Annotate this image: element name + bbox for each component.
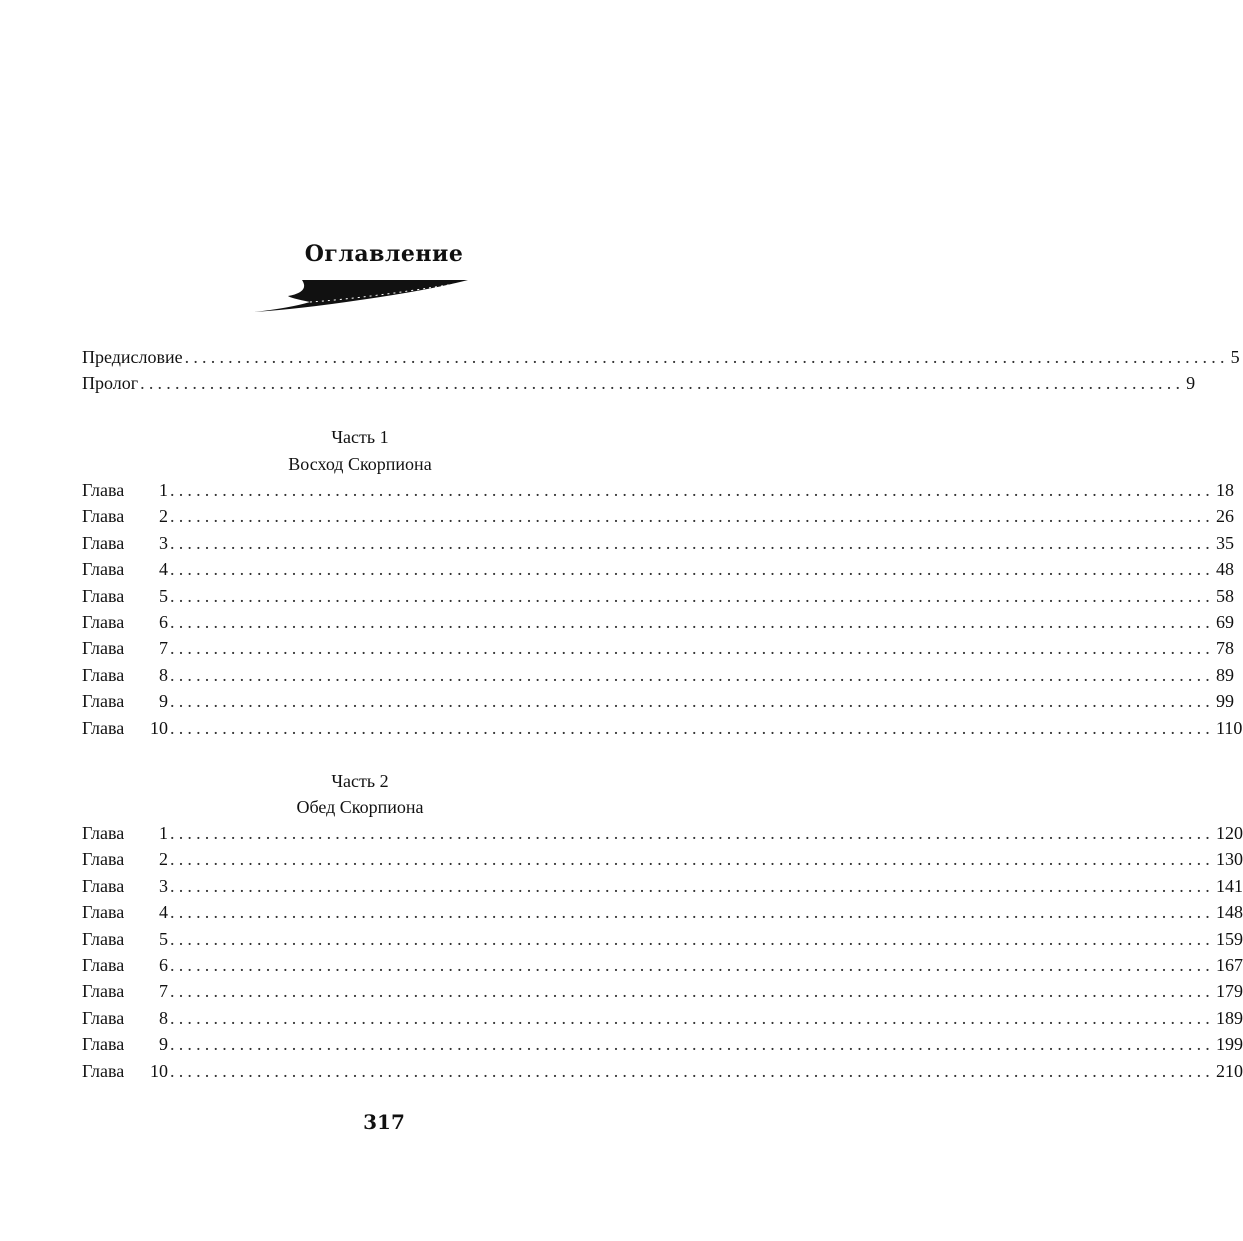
chapter-entry[interactable] bbox=[82, 873, 1243, 899]
page-title: Оглавление bbox=[304, 241, 464, 267]
leader-dots: ........................................................................................................................ bbox=[140, 373, 1185, 394]
chapter-word: Глава bbox=[82, 823, 125, 843]
chapter-entry[interactable] bbox=[82, 1058, 1243, 1084]
chapter-entry[interactable] bbox=[82, 556, 1234, 582]
chapter-number: 7 bbox=[159, 638, 168, 659]
chapter-number: 9 bbox=[159, 691, 168, 712]
chapter-label bbox=[82, 662, 168, 688]
chapter-page: 120 bbox=[1216, 823, 1243, 843]
chapter-entry[interactable] bbox=[82, 952, 1243, 978]
chapter-number: 6 bbox=[159, 611, 168, 632]
chapter-word: Глава bbox=[82, 928, 125, 949]
chapter-label bbox=[82, 609, 168, 635]
chapter-word: Глава bbox=[82, 1007, 125, 1028]
chapter-page: 141 bbox=[1216, 875, 1243, 896]
chapter-entry[interactable] bbox=[82, 503, 1234, 529]
toc-entry[interactable] bbox=[82, 370, 1196, 396]
chapter-number: 5 bbox=[159, 928, 168, 949]
leader-dots: ........................................................................................................................ bbox=[170, 954, 1214, 975]
chapter-number: 2 bbox=[159, 506, 168, 527]
chapter-label bbox=[82, 530, 168, 556]
leader-dots: ........................................................................................................................ bbox=[170, 875, 1214, 896]
chapter-page: 210 bbox=[1216, 1060, 1243, 1081]
chapter-entry[interactable] bbox=[82, 530, 1234, 556]
chapter-page: 58 bbox=[1216, 585, 1234, 606]
toc-entry-page: 5 bbox=[1230, 347, 1240, 367]
leader-dots: ........................................................................................................................ bbox=[170, 532, 1214, 553]
chapter-entry[interactable] bbox=[82, 662, 1234, 688]
part-1-chapter-list bbox=[82, 477, 1243, 741]
leader-dots: ........................................................................................................................ bbox=[170, 585, 1214, 606]
chapter-label bbox=[82, 926, 168, 952]
part-1-title: Восход Скорпиона bbox=[288, 454, 432, 474]
chapter-entry[interactable] bbox=[82, 477, 1234, 503]
chapter-label bbox=[82, 846, 168, 872]
chapter-label bbox=[82, 583, 168, 609]
chapter-entry[interactable] bbox=[82, 926, 1243, 952]
chapter-word: Глава bbox=[82, 691, 125, 712]
chapter-word: Глава bbox=[82, 638, 125, 659]
chapter-number: 2 bbox=[159, 849, 168, 870]
chapter-page: 199 bbox=[1216, 1034, 1243, 1055]
chapter-word: Глава bbox=[82, 532, 125, 553]
chapter-entry[interactable] bbox=[82, 609, 1234, 635]
chapter-label bbox=[82, 873, 168, 899]
part-1-label: Часть 1 bbox=[331, 427, 389, 447]
toc-entry-label: Пролог bbox=[82, 373, 139, 394]
leader-dots: ........................................................................................................................ bbox=[170, 1060, 1214, 1081]
chapter-page: 99 bbox=[1216, 691, 1234, 712]
chapter-word: Глава bbox=[82, 875, 125, 896]
chapter-entry[interactable] bbox=[82, 635, 1234, 661]
chapter-label bbox=[82, 978, 168, 1004]
chapter-page: 110 bbox=[1216, 717, 1243, 738]
chapter-number: 8 bbox=[159, 664, 168, 685]
chapter-page: 189 bbox=[1216, 1007, 1243, 1028]
chapter-word: Глава bbox=[82, 717, 125, 738]
chapter-word: Глава bbox=[82, 585, 125, 606]
chapter-word: Глава bbox=[82, 559, 125, 580]
chapter-number: 10 bbox=[150, 717, 168, 738]
leader-dots: ........................................................................................................................ bbox=[170, 1034, 1214, 1055]
chapter-label bbox=[82, 899, 168, 925]
leader-dots: ........................................................................................................................ bbox=[170, 638, 1214, 659]
leader-dots: ........................................................................................................................ bbox=[170, 1007, 1214, 1028]
chapter-entry[interactable] bbox=[82, 820, 1243, 846]
front-matter-list bbox=[82, 344, 1240, 397]
chapter-label bbox=[82, 477, 168, 503]
leader-dots: ........................................................................................................................ bbox=[170, 849, 1214, 870]
chapter-label bbox=[82, 1005, 168, 1031]
chapter-number: 6 bbox=[159, 954, 168, 975]
chapter-label bbox=[82, 715, 168, 741]
chapter-label bbox=[82, 503, 168, 529]
leader-dots: ........................................................................................................................ bbox=[170, 928, 1214, 949]
leader-dots: ........................................................................................................................ bbox=[170, 823, 1214, 843]
part-2-chapter-list bbox=[82, 820, 1243, 1084]
chapter-page: 18 bbox=[1216, 480, 1234, 500]
chapter-page: 78 bbox=[1216, 638, 1234, 659]
chapter-entry[interactable] bbox=[82, 1031, 1243, 1057]
chapter-word: Глава bbox=[82, 664, 125, 685]
leader-dots: ........................................................................................................................ bbox=[170, 506, 1214, 527]
chapter-number: 4 bbox=[159, 902, 168, 923]
chapter-number: 5 bbox=[159, 585, 168, 606]
leader-dots: ........................................................................................................................ bbox=[170, 902, 1214, 923]
chapter-word: Глава bbox=[82, 902, 125, 923]
chapter-word: Глава bbox=[82, 480, 125, 500]
chapter-page: 148 bbox=[1216, 902, 1243, 923]
chapter-word: Глава bbox=[82, 1060, 125, 1081]
leader-dots: ........................................................................................................................ bbox=[184, 347, 1229, 367]
chapter-label bbox=[82, 635, 168, 661]
chapter-label bbox=[82, 556, 168, 582]
part-2-label: Часть 2 bbox=[331, 771, 389, 791]
chapter-entry[interactable] bbox=[82, 1005, 1243, 1031]
chapter-entry[interactable] bbox=[82, 583, 1234, 609]
chapter-label bbox=[82, 688, 168, 714]
chapter-word: Глава bbox=[82, 611, 125, 632]
leader-dots: ........................................................................................................................ bbox=[170, 981, 1214, 1002]
chapter-label bbox=[82, 1058, 168, 1084]
leader-dots: ........................................................................................................................ bbox=[170, 691, 1214, 712]
leader-dots: ........................................................................................................................ bbox=[170, 717, 1214, 738]
chapter-word: Глава bbox=[82, 981, 125, 1002]
part-2-title: Обед Скорпиона bbox=[296, 797, 424, 817]
chapter-number: 4 bbox=[159, 559, 168, 580]
swoosh-ornament-icon bbox=[250, 276, 470, 316]
chapter-page: 48 bbox=[1216, 559, 1234, 580]
toc-entry-label: Предисловие bbox=[82, 347, 183, 367]
chapter-number: 1 bbox=[159, 480, 168, 500]
chapter-page: 179 bbox=[1216, 981, 1243, 1002]
chapter-number: 9 bbox=[159, 1034, 168, 1055]
chapter-number: 8 bbox=[159, 1007, 168, 1028]
chapter-entry[interactable] bbox=[82, 978, 1243, 1004]
chapter-word: Глава bbox=[82, 506, 125, 527]
toc-entry[interactable] bbox=[82, 344, 1240, 370]
leader-dots: ........................................................................................................................ bbox=[170, 480, 1214, 500]
chapter-page: 35 bbox=[1216, 532, 1234, 553]
chapter-word: Глава bbox=[82, 1034, 125, 1055]
chapter-label bbox=[82, 820, 168, 846]
chapter-entry[interactable] bbox=[82, 846, 1243, 872]
page-number: 317 bbox=[363, 1110, 405, 1134]
leader-dots: ........................................................................................................................ bbox=[170, 611, 1214, 632]
chapter-page: 89 bbox=[1216, 664, 1234, 685]
chapter-page: 69 bbox=[1216, 611, 1234, 632]
chapter-number: 3 bbox=[159, 875, 168, 896]
chapter-entry[interactable] bbox=[82, 688, 1234, 714]
chapter-word: Глава bbox=[82, 849, 125, 870]
chapter-number: 10 bbox=[150, 1060, 168, 1081]
leader-dots: ........................................................................................................................ bbox=[170, 664, 1214, 685]
chapter-page: 159 bbox=[1216, 928, 1243, 949]
chapter-entry[interactable] bbox=[82, 715, 1243, 741]
chapter-entry[interactable] bbox=[82, 899, 1243, 925]
chapter-number: 7 bbox=[159, 981, 168, 1002]
chapter-word: Глава bbox=[82, 954, 125, 975]
chapter-page: 26 bbox=[1216, 506, 1234, 527]
chapter-label bbox=[82, 1031, 168, 1057]
toc-entry-page: 9 bbox=[1186, 373, 1196, 394]
chapter-page: 167 bbox=[1216, 954, 1243, 975]
chapter-number: 3 bbox=[159, 532, 168, 553]
chapter-number: 1 bbox=[159, 823, 168, 843]
chapter-label bbox=[82, 952, 168, 978]
leader-dots: ........................................................................................................................ bbox=[170, 559, 1214, 580]
chapter-page: 130 bbox=[1216, 849, 1243, 870]
